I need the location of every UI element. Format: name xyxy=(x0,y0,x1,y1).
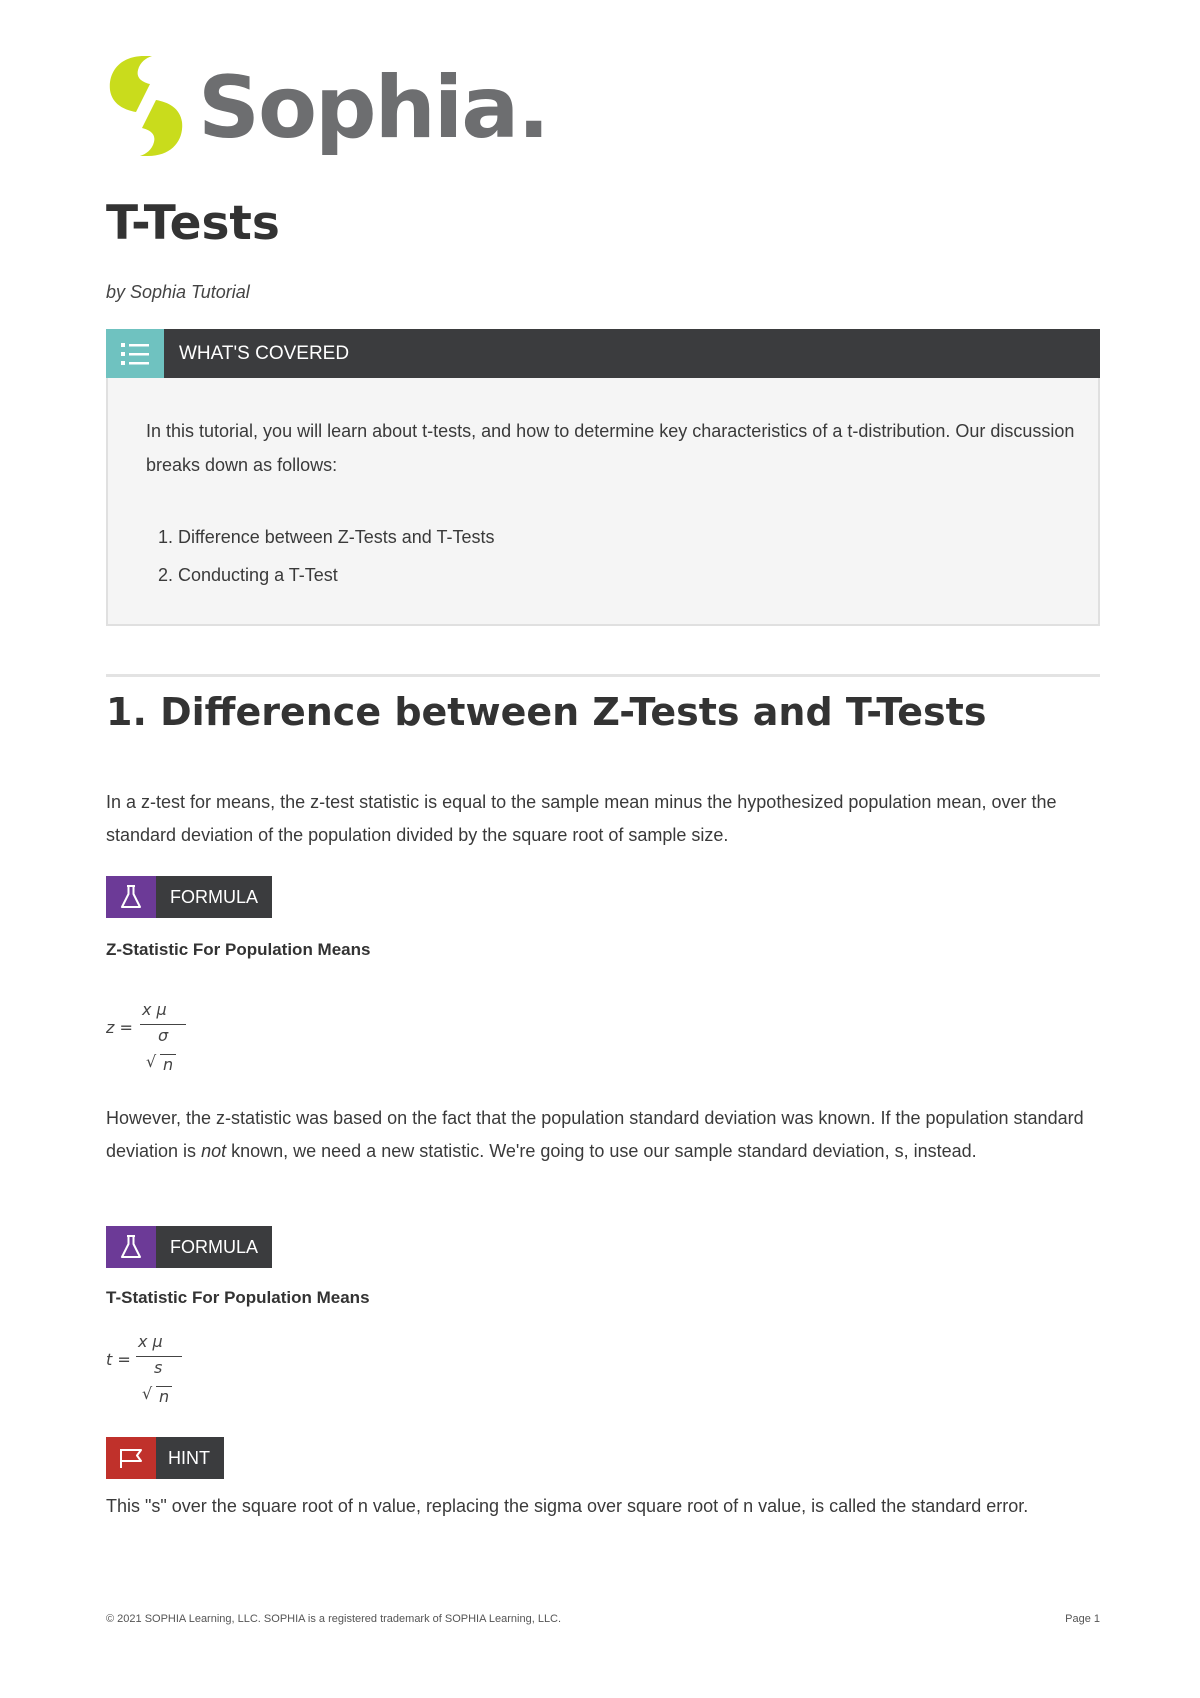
covered-list-item: 1. Difference between Z-Tests and T-Tests xyxy=(158,527,495,547)
covered-intro: In this tutorial, you will learn about t-tests, and how to determine key characteristics of a t-distribution. Our discussion breaks down as follows: xyxy=(146,421,1075,475)
paragraph-z-test: In a z-test for means, the z-test statistic is equal to the sample mean minus the hypothesized population mean, over the standard deviation of the population divided by the square root of sample size. xyxy=(106,792,1057,845)
formula-numerator: x μ xyxy=(142,1000,167,1019)
sophia-logo xyxy=(106,54,548,164)
page-title: T-Tests xyxy=(106,196,280,251)
sqrt-icon: √ xyxy=(146,1052,157,1071)
flag-icon xyxy=(106,1437,156,1479)
section-divider xyxy=(106,674,1100,677)
formula-badge-label: FORMULA xyxy=(156,1226,272,1268)
formula-badge xyxy=(106,876,272,918)
formula-lhs: z = xyxy=(106,1018,133,1037)
footer-copyright: © 2021 SOPHIA Learning, LLC. SOPHIA is a registered trademark of SOPHIA Learning, LLC. xyxy=(106,1613,562,1625)
hint-badge xyxy=(106,1437,224,1479)
formula-denominator: s xyxy=(154,1358,163,1377)
covered-list-item: 2. Conducting a T-Test xyxy=(158,565,338,585)
hint-badge-label: HINT xyxy=(156,1437,224,1479)
flask-icon xyxy=(106,1226,156,1268)
sqrt-icon: √ xyxy=(142,1384,153,1403)
document-page xyxy=(106,0,1100,1698)
formula-title: T-Statistic For Population Means xyxy=(106,1288,370,1307)
formula-badge-label: FORMULA xyxy=(156,876,272,918)
formula-denominator: σ xyxy=(158,1026,169,1045)
paragraph-unknown-sd: However, the z-statistic was based on the fact that the population standard deviation was known. If the population standard deviation is not known, we need a new statistic. We're going to use our sample standard deviation, s, instead. xyxy=(106,1108,1084,1161)
covered-list xyxy=(158,518,495,594)
section-heading: 1. Difference between Z-Tests and T-Tests xyxy=(106,690,987,734)
sophia-wordmark: Sophia. xyxy=(198,58,548,158)
formula-lhs: t = xyxy=(106,1350,131,1369)
formula-title: Z-Statistic For Population Means xyxy=(106,940,371,959)
page-number: Page 1 xyxy=(1065,1613,1100,1625)
list-icon xyxy=(106,329,164,378)
formula-root: n xyxy=(160,1054,176,1074)
fraction-bar xyxy=(140,1024,186,1025)
page-footer xyxy=(106,1613,1100,1625)
byline: by Sophia Tutorial xyxy=(106,282,250,302)
flask-icon xyxy=(106,876,156,918)
whats-covered-body xyxy=(106,378,1100,626)
formula-root: n xyxy=(156,1386,172,1406)
formula-badge xyxy=(106,1226,272,1268)
hint-text: This "s" over the square root of n value, replacing the sigma over square root of n value, is called the standard error. xyxy=(106,1496,1029,1516)
formula-numerator: x μ xyxy=(138,1332,163,1351)
sophia-logo-icon xyxy=(106,54,186,158)
whats-covered-label: WHAT'S COVERED xyxy=(179,343,350,364)
t-formula xyxy=(106,1332,306,1422)
whats-covered-header xyxy=(106,329,1100,378)
fraction-bar xyxy=(136,1356,182,1357)
z-formula xyxy=(106,1000,306,1090)
